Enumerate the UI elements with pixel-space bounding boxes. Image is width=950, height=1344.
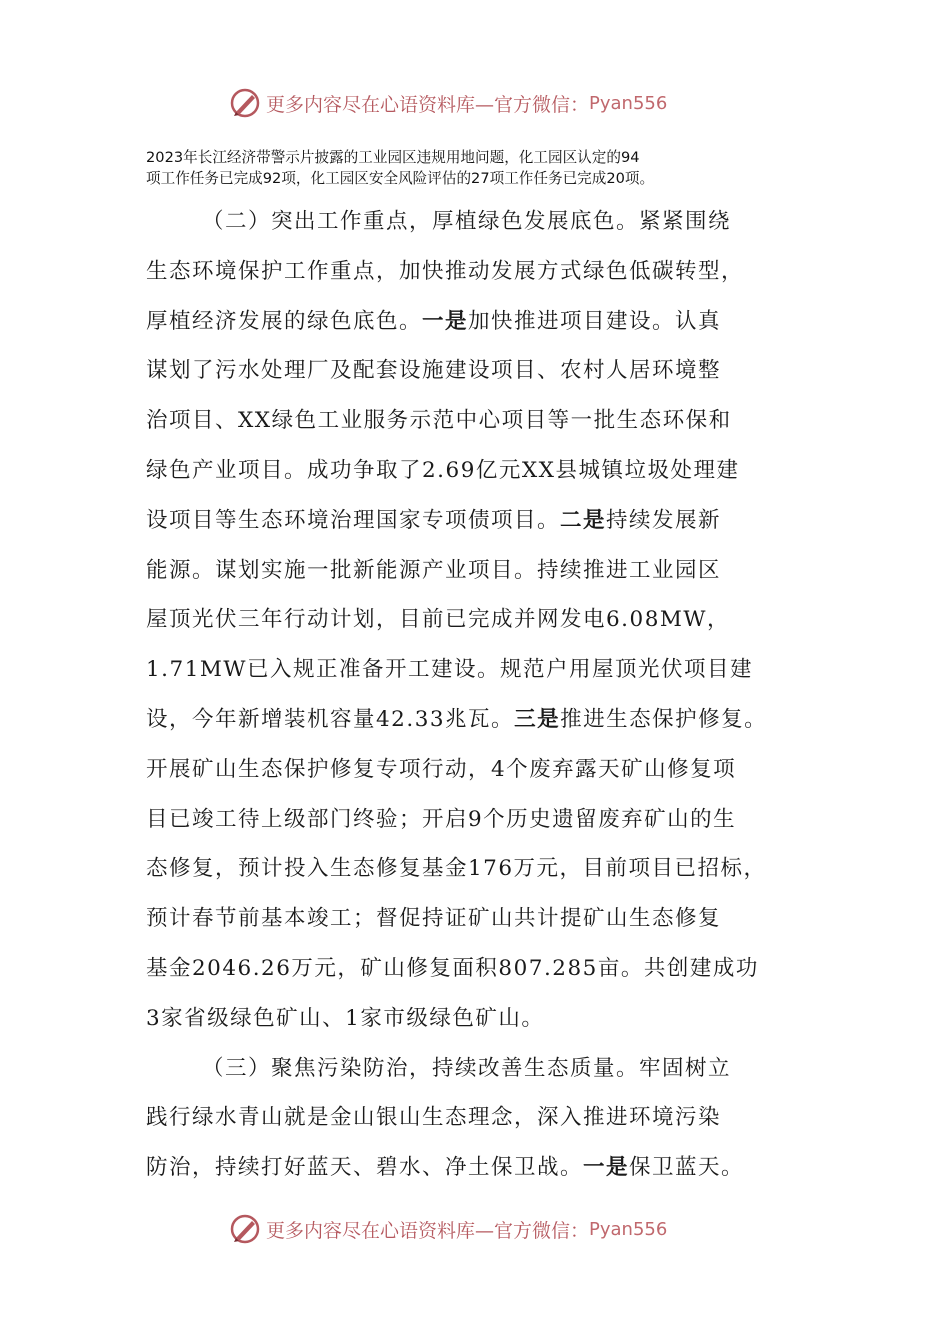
body-text: （三）聚焦污染防治，持续改善生态质量。牢固树立 [202,1055,732,1081]
body-text: 保卫蓝天。 [629,1155,745,1181]
body-text: （二）突出工作重点，厚植绿色发展底色。紧紧围绕 [202,209,732,234]
lead-paragraph [146,147,806,189]
body-line [146,944,826,994]
body-text: 谋划了污水处理厂及配套设施建设项目、农村人居环境整 [146,358,722,384]
body-line [146,396,826,446]
body-text: 持续发展新 [606,507,722,533]
lead-line: 2023年长江经济带警示片披露的工业园区违规用地问题，化工园区认定的94 [146,149,640,166]
body-text: 目已竣工待上级部门终验；开启9个历史遗留废弃矿山的生 [146,806,737,832]
body-line [146,1044,826,1094]
emphasis-text: 一是 [583,1155,630,1181]
body-text: 能源。谋划实施一批新能源产业项目。持续推进工业园区 [146,557,722,583]
header-watermark-banner [228,83,667,123]
body-line [146,446,826,496]
body-text: 防治，持续打好蓝天、碧水、净土保卫战。 [146,1155,584,1181]
banner-wechat-id: Pyan556 [589,92,668,114]
body-text: 绿色产业项目。成功争取了2.69亿元XX县城镇垃圾处理建 [146,457,740,483]
body-line [146,994,826,1044]
body-text: 开展矿山生态保护修复专项行动，4个废弃露天矿山修复项 [146,756,737,782]
body-text: 态修复，预计投入生态修复基金176万元，目前项目已招标， [146,856,767,882]
body-line [146,795,826,845]
body-text: 践行绿水青山就是金山银山生态理念，深入推进环境污染 [146,1105,722,1131]
body-line [146,1093,826,1143]
body-text: 屋顶光伏三年行动计划，目前已完成并网发电6.08MW， [146,607,730,633]
body-line [146,595,826,645]
body-text: 设，今年新增装机容量42.33兆瓦。 [146,706,515,732]
body-line [146,745,826,795]
body-text: 治项目、XX绿色工业服务示范中心项目等一批生态环保和 [146,408,732,434]
body-text: 推进生态保护修复。 [560,706,768,732]
banner-text: 更多内容尽在心语资料库—官方微信： [266,93,590,116]
body-text: 预计春节前基本竣工；督促持证矿山共计提矿山生态修复 [146,906,722,932]
body-text: 基金2046.26万元，矿山修复面积807.285亩。共创建成功 [146,955,759,981]
body-line [146,1143,826,1193]
body-text: 1.71MW已入规正准备开工建设。规范户用屋顶光伏项目建 [146,657,753,683]
banner-text: 更多内容尽在心语资料库—官方微信： [266,1219,590,1242]
body-line [146,695,826,745]
body-line [146,247,826,297]
body-line [146,844,826,894]
pen-logo-icon [228,86,262,120]
body-line [146,546,826,596]
emphasis-text: 一是 [422,308,469,334]
body-line [146,346,826,396]
body-text: 厚植经济发展的绿色底色。 [146,308,423,334]
body-line [146,496,826,546]
body-text: 生态环境保护工作重点，加快推动发展方式绿色低碳转型， [146,258,745,284]
footer-watermark-banner [228,1209,667,1249]
document-body [146,197,826,1193]
body-text: 加快推进项目建设。认真 [468,308,722,334]
pen-logo-icon [228,1212,262,1246]
body-line [146,197,826,247]
body-line [146,645,826,695]
body-line [146,894,826,944]
body-line [146,297,826,347]
body-text: 设项目等生态环境治理国家专项债项目。 [146,507,561,533]
emphasis-text: 三是 [514,706,561,732]
banner-wechat-id: Pyan556 [589,1218,668,1240]
body-text: 3家省级绿色矿山、1家市级绿色矿山。 [146,1005,545,1031]
lead-line: 项工作任务已完成92项，化工园区安全风险评估的27项工作任务已完成20项。 [146,170,655,187]
emphasis-text: 二是 [560,507,607,533]
